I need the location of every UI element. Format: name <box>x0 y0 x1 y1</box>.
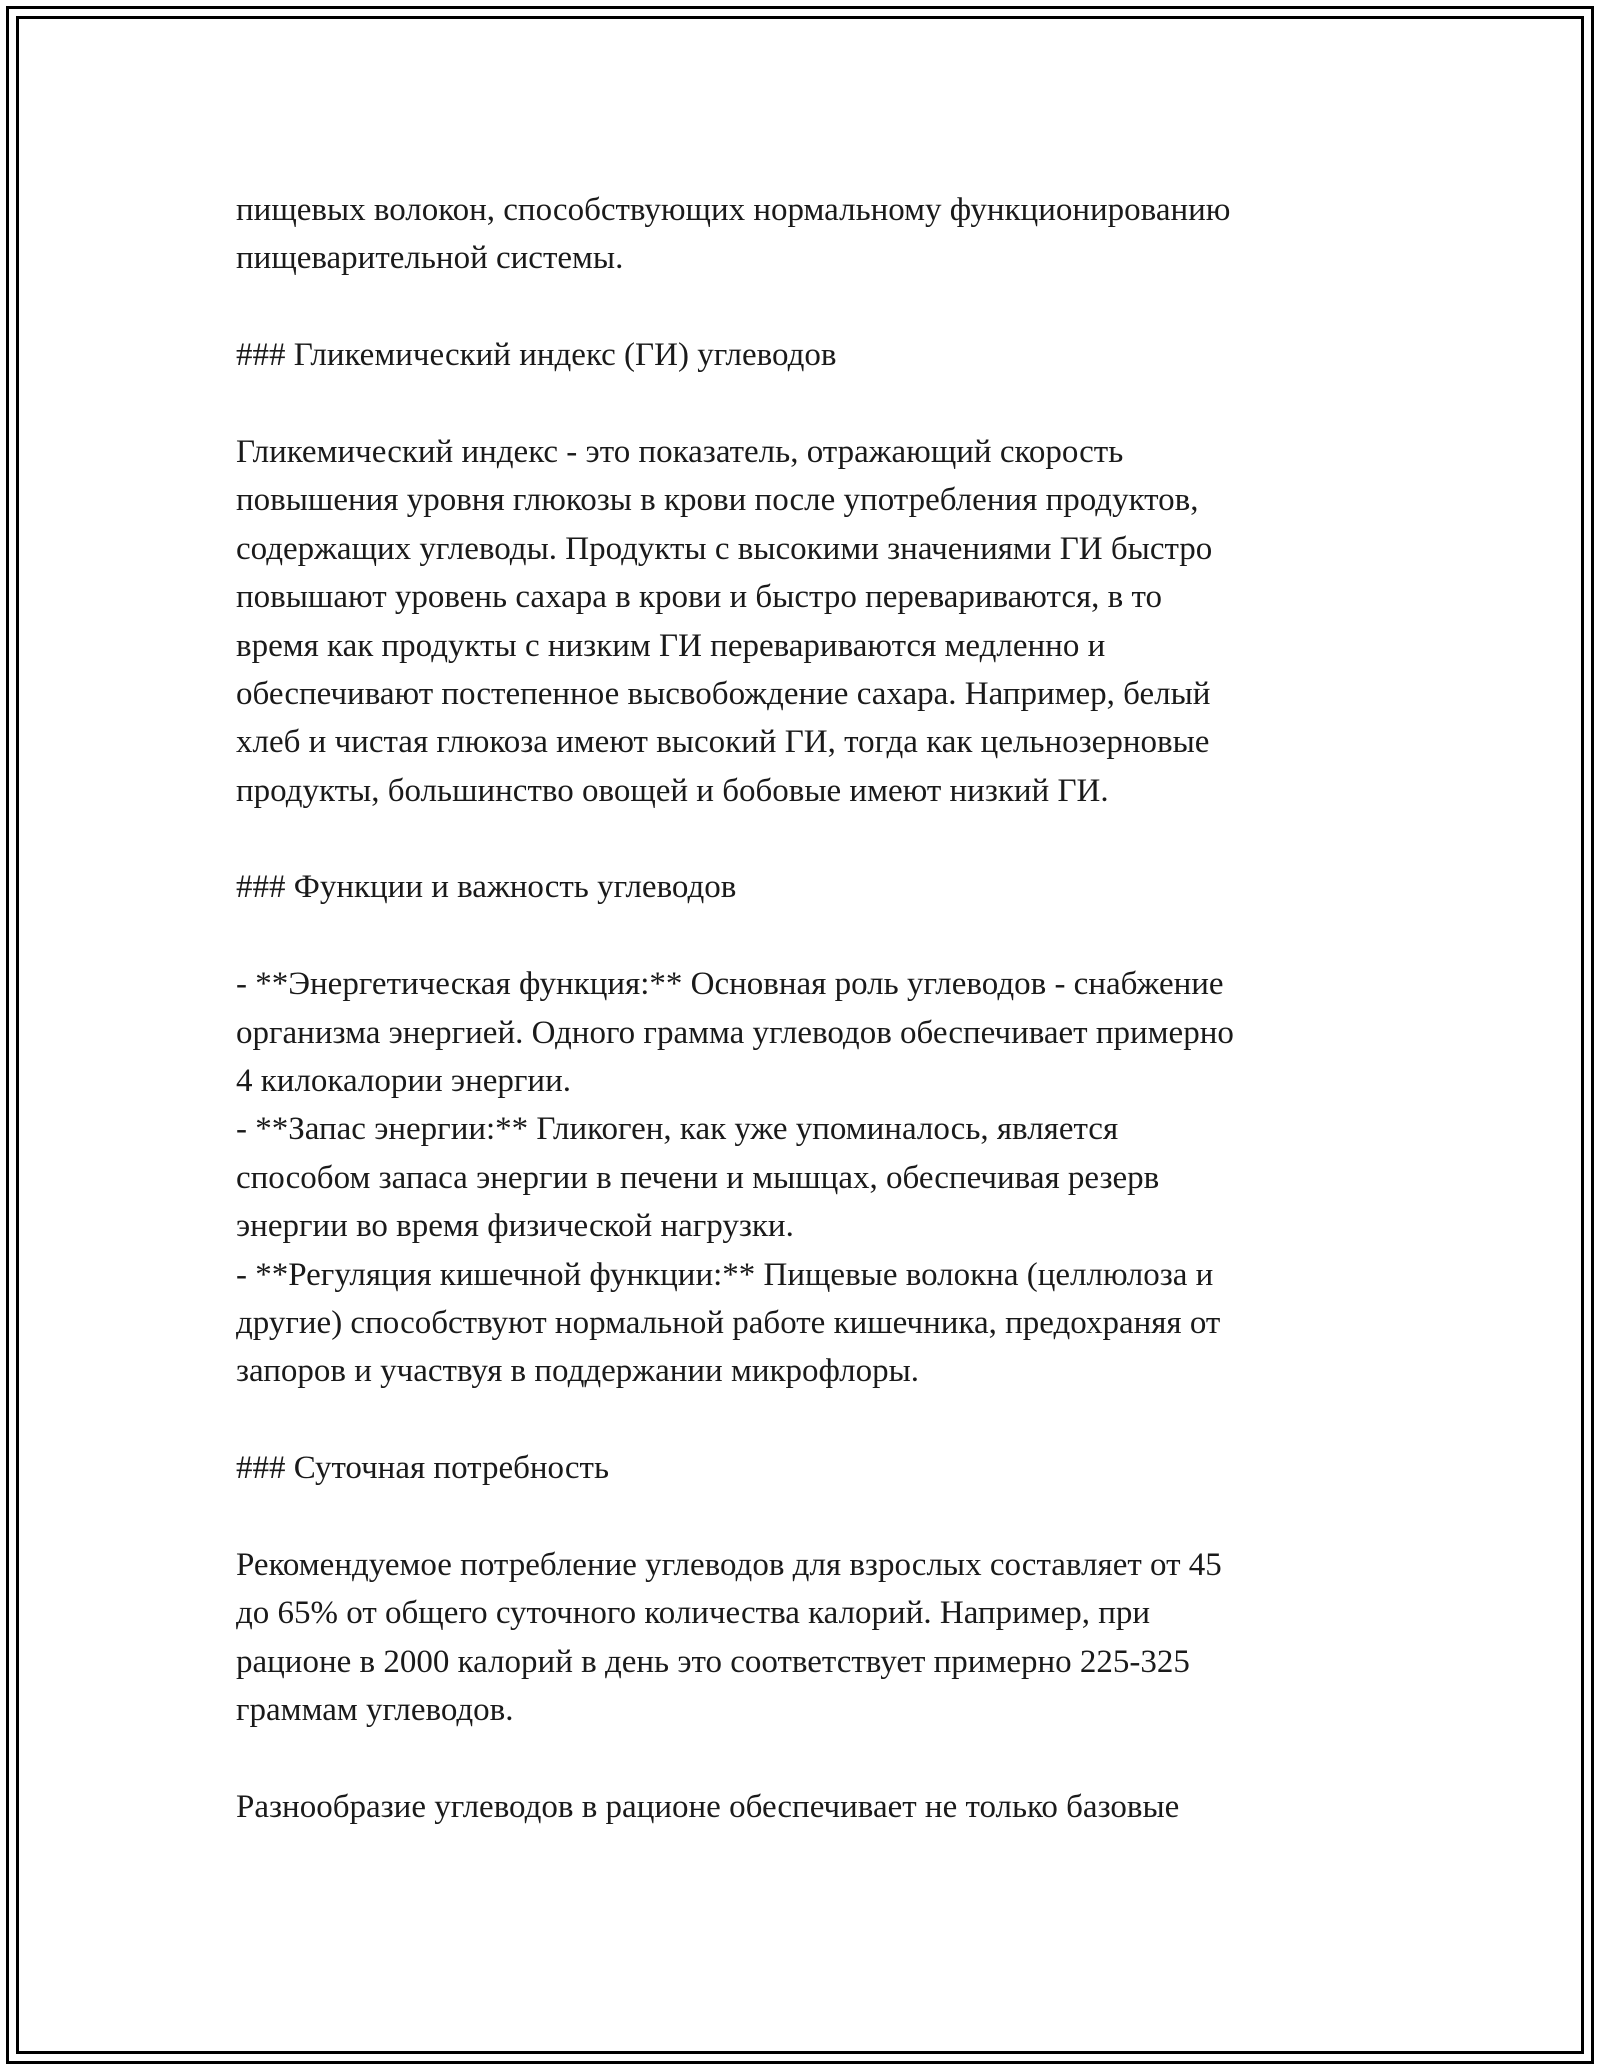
list-item-line: 4 килокалории энергии. <box>236 1063 571 1100</box>
text-line: повышают уровень сахара в крови и быстро перевариваются, в то <box>236 579 1162 616</box>
text-line: Гликемический индекс - это показатель, отражающий скорость <box>236 433 1124 470</box>
blank-line <box>236 1493 1416 1541</box>
list-item-line: запоров и участвуя в поддержании микрофлоры. <box>236 1353 919 1390</box>
list-item-line: энергии во время физической нагрузки. <box>236 1208 794 1245</box>
blank-line <box>236 912 1416 960</box>
section-heading-daily-need: ### Суточная потребность <box>236 1450 609 1487</box>
section-heading-functions: ### Функции и важность углеводов <box>236 869 737 906</box>
list-item-line: другие) способствуют нормальной работе кишечника, предохраняя от <box>236 1304 1221 1341</box>
list-item-line: - **Запас энергии:** Гликоген, как уже упоминалось, является <box>236 1111 1119 1148</box>
list-item-line: способом запаса энергии в печени и мышцах, обеспечивая резерв <box>236 1159 1160 1196</box>
list-item-line: организма энергией. Одного грамма углеводов обеспечивает примерно <box>236 1014 1234 1051</box>
section-heading-glycemic-index: ### Гликемический индекс (ГИ) углеводов <box>236 337 837 374</box>
blank-line <box>236 283 1416 331</box>
text-line: пищеварительной системы. <box>236 240 624 277</box>
text-line: повышения уровня глюкозы в крови после употребления продуктов, <box>236 482 1199 519</box>
text-line: обеспечивают постепенное высвобождение сахара. Например, белый <box>236 675 1211 712</box>
list-item-line: - **Энергетическая функция:** Основная роль углеводов - снабжение <box>236 966 1224 1003</box>
text-line: хлеб и чистая глюкоза имеют высокий ГИ, тогда как цельнозерновые <box>236 724 1210 761</box>
blank-line <box>236 380 1416 428</box>
text-line: продукты, большинство овощей и бобовые имеют низкий ГИ. <box>236 772 1109 809</box>
blank-line <box>236 1396 1416 1444</box>
text-line: содержащих углеводы. Продукты с высокими значениями ГИ быстро <box>236 530 1213 567</box>
text-line: Разнообразие углеводов в рационе обеспечивает не только базовые <box>236 1788 1180 1825</box>
blank-line <box>236 1735 1416 1783</box>
text-line: до 65% от общего суточного количества калорий. Например, при <box>236 1595 1151 1632</box>
text-line: граммам углеводов. <box>236 1692 514 1729</box>
text-line: рационе в 2000 калорий в день это соответствует примерно 225-325 <box>236 1643 1190 1680</box>
blank-line <box>236 815 1416 863</box>
text-line: Рекомендуемое потребление углеводов для взрослых составляет от 45 <box>236 1546 1222 1583</box>
document-body <box>236 186 1416 1831</box>
list-item-line: - **Регуляция кишечной функции:** Пищевые волокна (целлюлоза и <box>236 1256 1214 1293</box>
text-line: время как продукты с низким ГИ перевариваются медленно и <box>236 627 1106 664</box>
text-line: пищевых волокон, способствующих нормальному функционированию <box>236 192 1231 228</box>
